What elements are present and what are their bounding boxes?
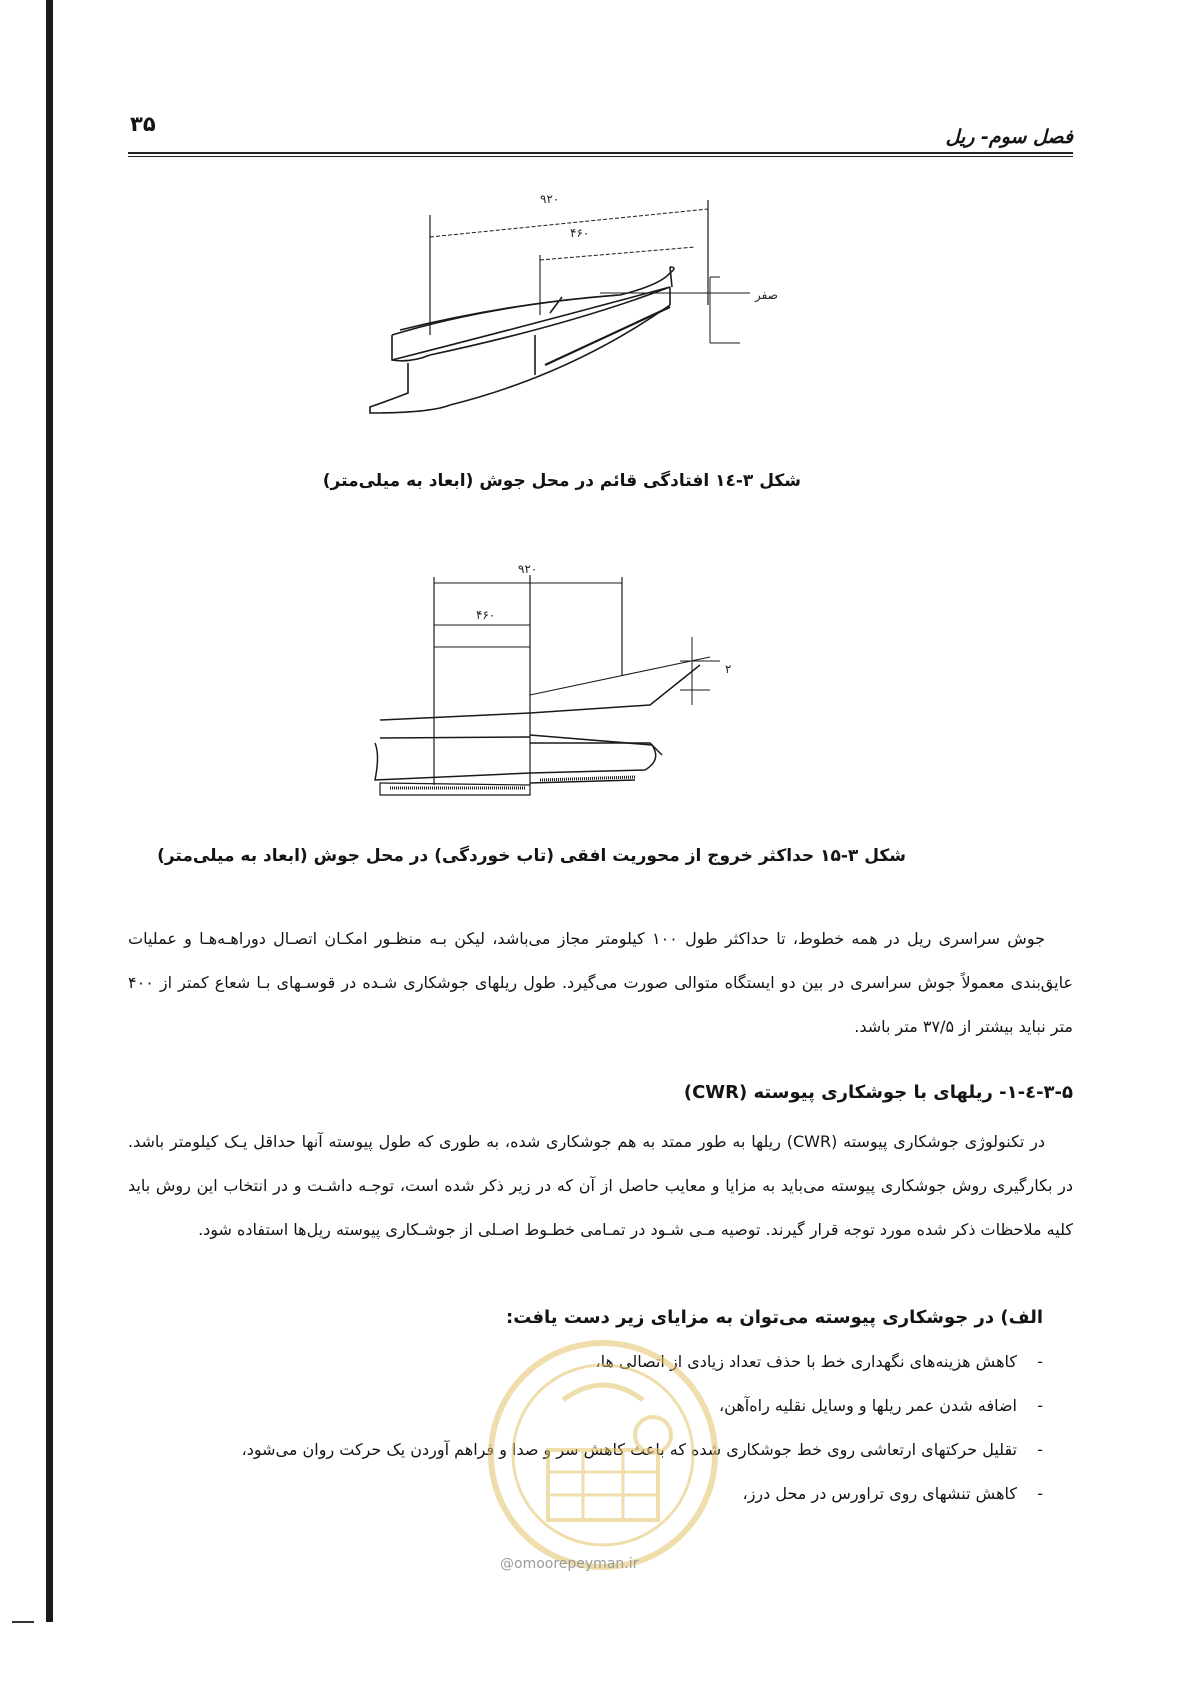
figure2-caption: شکل ۳-۱۵ حداکثر خروج از محوریت افقی (تاب خوردگی) در محل جوش (ابعاد به میلی‌متر) (157, 846, 906, 866)
list-dash: - (1037, 1440, 1043, 1459)
zero-label: صفر (755, 288, 778, 302)
figure-horizontal-kink-diagram (380, 562, 820, 815)
dim-outer-label: ۹۲۰ (518, 562, 538, 576)
list-dash: - (1037, 1352, 1043, 1371)
list-item-text: کاهش هزینه‌های نگهداری خط با حذف تعداد زیادی از اتصالی ها، (595, 1352, 1017, 1371)
chapter-title: فصل سوم- ریل (945, 126, 1073, 148)
figure1-caption: شکل ۳-۱٤ افتادگی قائم در محل جوش (ابعاد به میلی‌متر) (322, 471, 801, 491)
dim-inner-label: ۴۶۰ (476, 608, 496, 622)
list-dash: - (1037, 1484, 1043, 1503)
header-rule (128, 152, 1073, 157)
scan-margin-mark (12, 1621, 34, 1623)
scan-binding-edge (46, 0, 53, 1622)
list-dash: - (1037, 1396, 1043, 1415)
paragraph-cwr-technology: در تکنولوژی جوشکاری پیوسته (CWR) ریلها به طور ممتد به هم جوشکاری شده، به طوری که طول پیوسته آنها حداقل یـک کیلومتر باشد. در بکارگیری روش جوشکاری پیوسته می‌باید به مزایا و معایب حاصل از آن که در زیر ذکر شده است، توجـه داشـت و در انتخاب این روش باید کلیه ملاحظات ذکر شده مورد توجه قرار گیرند. توصیه مـی شـود در تمـامی خطـوط اصـلی از جوشـکاری پیوسته ریل‌ها استفاده شود. (128, 1132, 1073, 1239)
list-item-text: کاهش تنشهای روی تراورس در محل درز، (742, 1484, 1017, 1503)
figure-vertical-droop-diagram (370, 192, 820, 460)
list-item-text: تقلیل حرکتهای ارتعاشی روی خط جوشکاری شده که باعث کاهش سر و صدا و فراهم آوردن یک حرکت روان می‌شود، (241, 1440, 1017, 1459)
offset-label: ۲ (725, 662, 732, 676)
watermark-site-text: @omoorepeyman.ir (500, 1556, 639, 1572)
list-item-text: اضافه شدن عمر ریلها و وسایل نقلیه راه‌آهن، (719, 1396, 1017, 1415)
dim-outer-label: ۹۲۰ (540, 192, 560, 206)
watermark-logo-icon (478, 1330, 728, 1580)
section-heading-cwr: ۳-۵-٤-۱- ریلهای با جوشکاری پیوسته (CWR) (683, 1082, 1073, 1103)
paragraph-continuous-welding-length: جوش سراسری ریل در همه خطوط، تا حداکثر طول ۱۰۰ کیلومتر مجاز می‌باشد، لیکن بـه منظـور امکـان اتصـال دوراهـه‌هـا و عملیات عایق‌بندی معمولاً جوش سراسری در بین دو ایستگاه متوالی صورت می‌گیرد. طول ریلهای جوشکاری شـده در قوسـهای بـا شعاع کمتر از ۴۰۰ متر نباید بیشتر از ۳۷/۵ متر باشد. (128, 929, 1073, 1036)
sub-heading-advantages: الف) در جوشکاری پیوسته می‌توان به مزایای زیر دست یافت: (506, 1307, 1043, 1328)
page-number: ۳۵ (130, 112, 156, 136)
dim-inner-label: ۴۶۰ (570, 226, 590, 240)
